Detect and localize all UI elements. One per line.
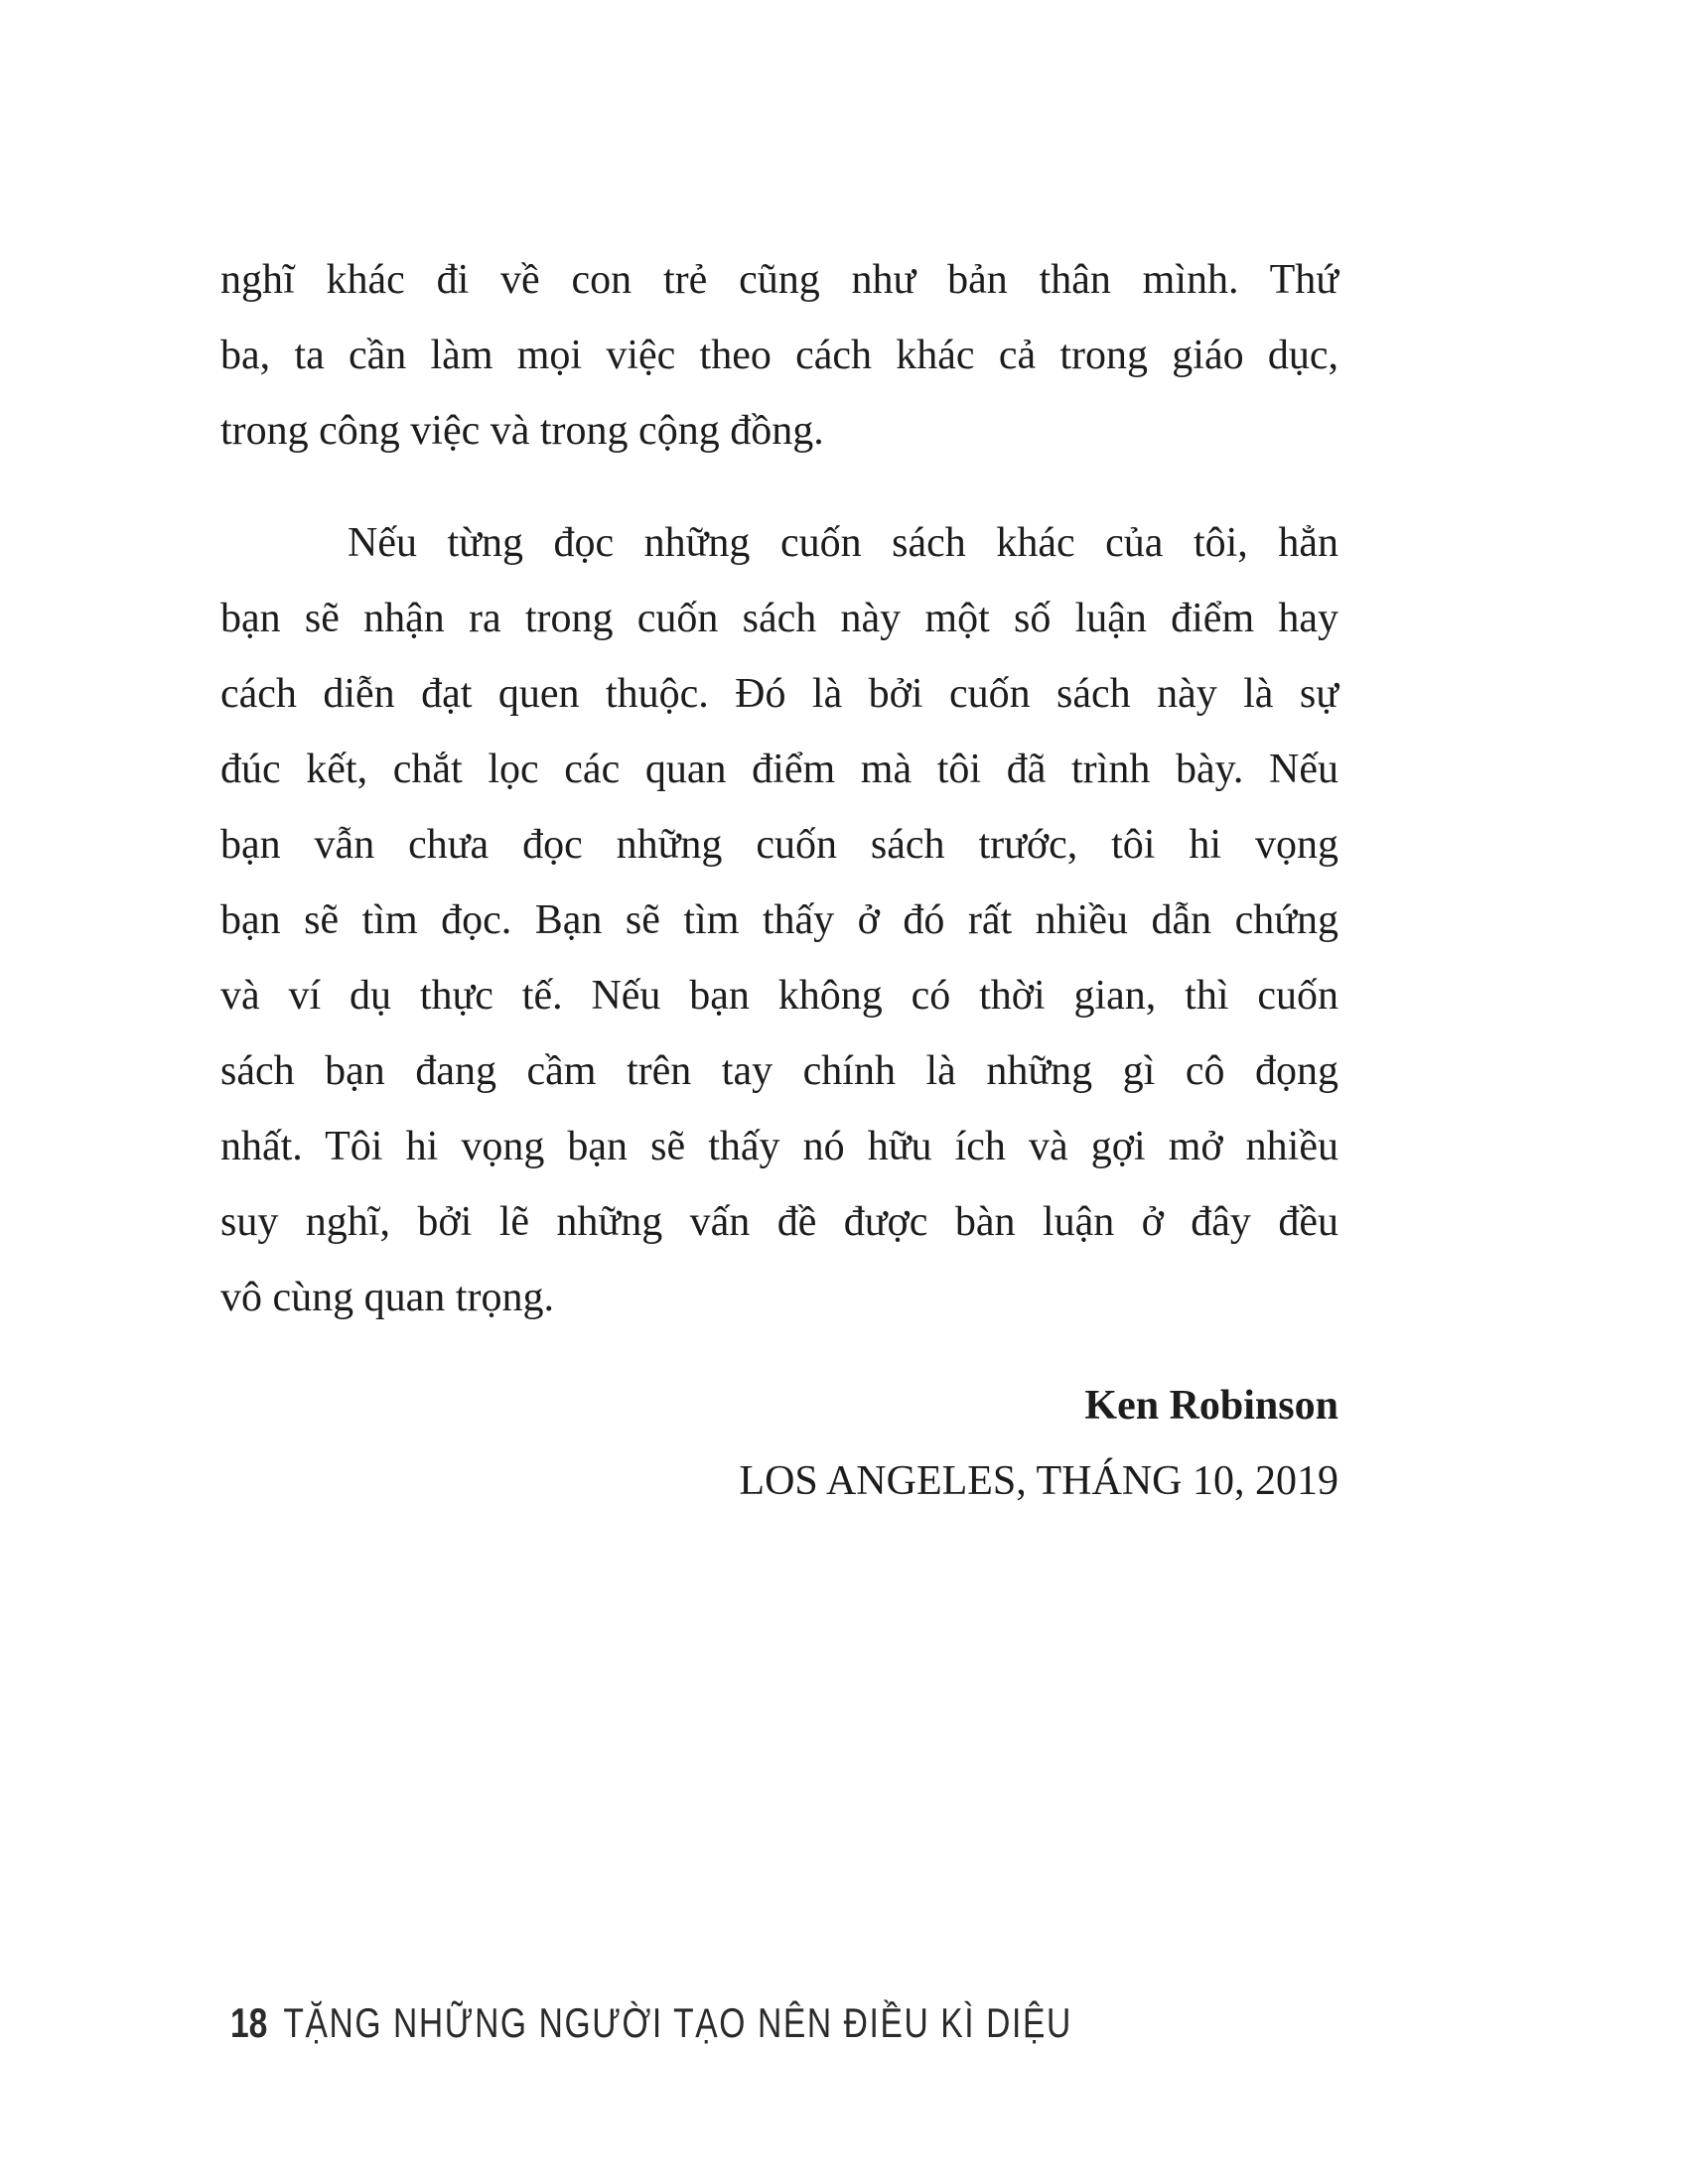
body-text-line: bạn sẽ nhận ra trong cuốn sách này một số luận điểm hay [220, 596, 1338, 641]
running-title: TẶNG NHỮNG NGƯỜI TẠO NÊN ĐIỀU KÌ DIỆU [283, 1999, 1072, 2046]
body-text-line: bạn vẫn chưa đọc những cuốn sách trước, tôi hi vọng [220, 822, 1338, 868]
body-text [220, 242, 1338, 1519]
paragraph-1 [220, 242, 1338, 469]
page-footer [230, 1999, 1072, 2047]
body-text-line: đúc kết, chắt lọc các quan điểm mà tôi đã trình bày. Nếu [220, 747, 1338, 792]
body-text-line: ba, ta cần làm mọi việc theo cách khác cả trong giáo dục, [220, 333, 1338, 378]
page-number: 18 [230, 1999, 268, 2046]
paragraph-2 [220, 505, 1338, 1335]
body-text-line: suy nghĩ, bởi lẽ những vấn đề được bàn luận ở đây đều [220, 1199, 1338, 1245]
body-text-line: bạn sẽ tìm đọc. Bạn sẽ tìm thấy ở đó rất nhiều dẫn chứng [220, 897, 1338, 943]
author-signature: Ken Robinson [1084, 1383, 1338, 1429]
body-text-line: vô cùng quan trọng. [220, 1275, 554, 1320]
body-text-line: nghĩ khác đi về con trẻ cũng như bản thân mình. Thứ [220, 257, 1338, 303]
body-text-line: và ví dụ thực tế. Nếu bạn không có thời gian, thì cuốn [220, 973, 1338, 1019]
body-text-line: nhất. Tôi hi vọng bạn sẽ thấy nó hữu ích và gợi mở nhiều [220, 1124, 1338, 1169]
body-text-line: trong công việc và trong cộng đồng. [220, 408, 824, 454]
signature-block [220, 1368, 1338, 1519]
dateline: LOS ANGELES, THÁNG 10, 2019 [739, 1458, 1338, 1504]
body-text-line: Nếu từng đọc những cuốn sách khác của tôi, hẳn [348, 520, 1338, 566]
body-text-line: sách bạn đang cầm trên tay chính là những gì cô đọng [220, 1048, 1338, 1094]
body-text-line: cách diễn đạt quen thuộc. Đó là bởi cuốn sách này là sự [220, 671, 1338, 717]
